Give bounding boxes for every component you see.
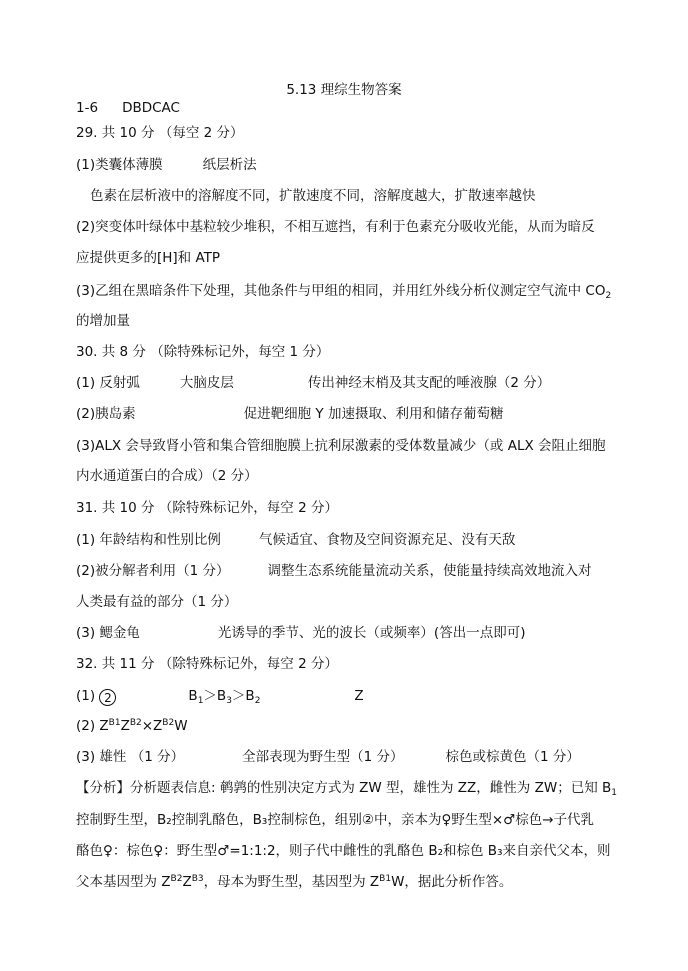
q30-part2-line	[76, 404, 503, 424]
q32-p3-a: (3) 雄性 （1 分）	[76, 749, 185, 765]
q29-p1-answer-b: 纸层析法	[202, 157, 257, 173]
q32-p1-label: (1)	[76, 688, 96, 704]
q31-part1-line	[76, 530, 515, 550]
analysis-line1: 【分析】分析题表信息: 鹌鹑的性别决定方式为 ZW 型，雄性为 ZZ，雌性为 ZW；已知 $B_1$	[76, 780, 617, 798]
co2-subscript: 2	[605, 291, 612, 301]
allele-dominance: $B_1>B_3>B_2$	[188, 688, 261, 706]
q29-part1-line	[76, 155, 257, 175]
q31-p1-b: 气候适宜、食物及空间资源充足、没有天敌	[258, 532, 516, 548]
q29-p3-line2: 的增加量	[76, 313, 130, 329]
q29-p3-line1	[76, 281, 611, 301]
q31-part3-line	[76, 623, 525, 643]
q30-header: 30. 共 8 分 （除特殊标记外，每空 1 分）	[76, 344, 330, 360]
q29-p3-text: (3)乙组在黑暗条件下处理，其他条件与甲组的相同，并用红外线分析仪测定空气流中 CO	[76, 283, 606, 299]
q32-part2-line: (2) $Z^{B1}Z^{B2}\times Z^{B2}W$	[76, 718, 188, 734]
q30-p2-a: (2)胰岛素	[76, 406, 136, 422]
mc-range: 1-6	[76, 100, 99, 116]
q30-part1-line	[76, 373, 550, 393]
q31-header: 31. 共 10 分 （除特殊标记外，每空 2 分）	[76, 500, 338, 516]
q30-p1-a: (1) 反射弧	[76, 375, 140, 391]
q32-p1-z: Z	[354, 688, 364, 704]
mc-answers: DBDCAC	[122, 100, 180, 116]
mc-answers-line	[76, 98, 180, 118]
analysis-line2: 控制野生型，B₂控制乳酪色，B₃控制棕色，组别②中，亲本为♀野生型×♂棕色→子代乳	[76, 812, 595, 828]
q29-p1-answer-a: (1)类囊体薄膜	[76, 157, 163, 173]
q31-p2-b: 调整生态系统能量流动关系，使能量持续高效地流入对	[267, 563, 592, 579]
circled-number-2: 2	[99, 689, 116, 706]
q29-header: 29. 共 10 分 （每空 2 分）	[76, 125, 244, 141]
q31-part2-line	[76, 561, 592, 581]
q29-p2-line2: 应提供更多的[H]和 ATP	[76, 250, 221, 266]
q32-header: 32. 共 11 分 （除特殊标记外，每空 2 分）	[76, 656, 338, 672]
q31-p2-a: (2)被分解者利用（1 分）	[76, 563, 230, 579]
q29-p2-line1: (2)突变体叶绿体中基粒较少堆积，不相互遮挡，有利于色素充分吸收光能，从而为暗反	[76, 219, 595, 235]
q30-p1-c: 传出神经末梢及其支配的唾液腺（2 分）	[307, 375, 551, 391]
q29-p1-explanation: 色素在层析液中的溶解度不同，扩散速度不同，溶解度越大，扩散速率越快	[90, 188, 536, 204]
analysis-line4: 父本基因型为 $Z^{B2}Z^{B3}$，母本为野生型，基因型为 $Z^{B1}W$，据此分析作答。	[76, 874, 513, 890]
q32-p3-c: 棕色或棕黄色（1 分）	[445, 749, 580, 765]
q30-p2-b: 促进靶细胞 Y 加速摄取、利用和储存葡萄糖	[243, 406, 504, 422]
q30-p3-line1: (3)ALX 会导致肾小管和集合管细胞膜上抗利尿激素的受体数量减少（或 ALX 会阻止细胞	[76, 438, 606, 454]
q31-p2-line2: 人类最有益的部分（1 分）	[76, 594, 238, 610]
q32-part3-line	[76, 747, 580, 767]
q31-p3-a: (3) 鳃金龟	[76, 625, 140, 641]
page-title: 5.13 理综生物答案	[286, 82, 402, 98]
q31-p1-a: (1) 年龄结构和性别比例	[76, 532, 221, 548]
q32-p3-b: 全部表现为野生型（1 分）	[242, 749, 404, 765]
q30-p3-line2: 内水通道蛋白的合成）（2 分）	[76, 468, 258, 484]
q30-p1-b: 大脑皮层	[179, 375, 234, 391]
q32-part1-line	[76, 686, 364, 706]
q31-p3-b: 光诱导的季节、光的波长（或频率）(答出一点即可)	[217, 625, 526, 641]
analysis-line3: 酪色♀：棕色♀：野生型♂=1:1:2，则子代中雌性的乳酪色 B₂和棕色 B₃来自亲代父本，则	[76, 843, 611, 859]
